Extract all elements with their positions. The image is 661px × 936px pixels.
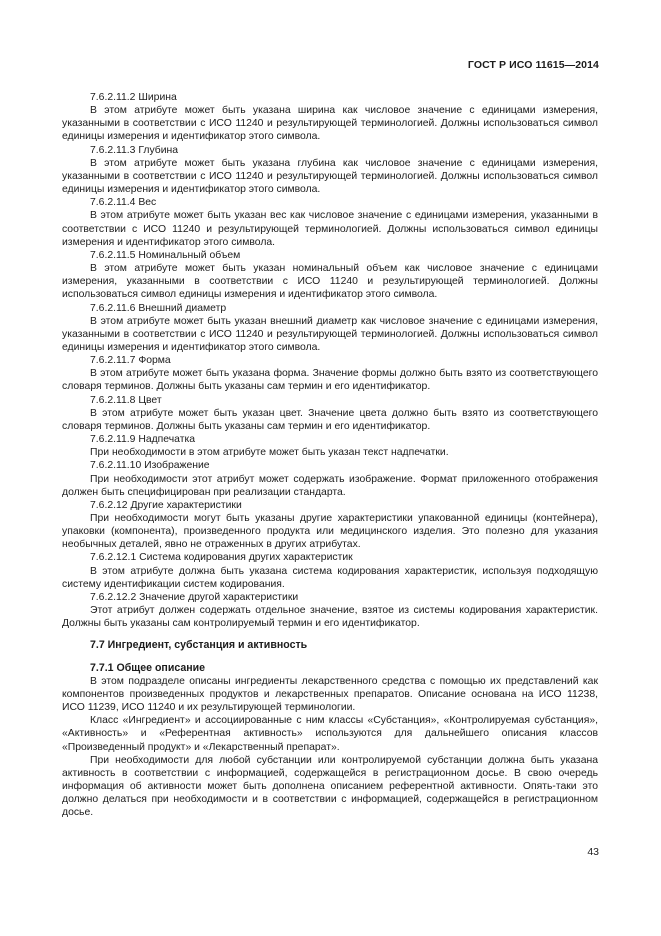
subsection-heading-7-7-1: 7.7.1 Общее описание xyxy=(90,661,206,674)
section-heading-7-7: 7.7 Ингредиент, субстанция и активность xyxy=(90,639,308,652)
clause-heading: 7.6.2.11.6 Внешний диаметр xyxy=(90,302,227,314)
clause-text: Этот атрибут должен содержать отдельное значение, взятое из системы кодирования характеристик. Должны быть указаны сам контролируемый термин и его идентификатор. xyxy=(62,605,598,630)
clause-heading: 7.6.2.11.5 Номинальный объем xyxy=(90,249,241,261)
clause-text: В этом атрибуте может быть указан цвет. Значение цвета должно быть взято из соответствующего словаря терминов. Должны быть указаны сам термин и его идентификатор. xyxy=(62,407,598,432)
clause-text: В этом атрибуте может быть указан вес как числовое значение с единицами измерения, указанными в соответствии с ИСО 11240 и результирующей терминологией. Должны использоваться символ единицы измерения и идентификатор этого символа. xyxy=(62,210,598,248)
clause-text: В этом атрибуте должна быть указана система кодирования характеристик, используя подходящую систему идентификации систем кодирования. xyxy=(62,565,598,590)
clause-text: При необходимости этот атрибут может содержать изображение. Формат приложенного отображения должен быть специфицирован при реализации стандарта. xyxy=(62,473,598,498)
document-header: ГОСТ Р ИСО 11615—2014 xyxy=(467,59,599,71)
clause-heading: 7.6.2.12.2 Значение другой характеристики xyxy=(90,591,299,603)
clause-heading: 7.6.2.12 Другие характеристики xyxy=(90,499,242,511)
paragraph: При необходимости для любой субстанции или контролируемой субстанции должна быть указана активность в соответствии с информацией, содержащейся в регистрационном досье. В свою очередь информация об активности может быть дополнена описанием референтной активности. Опять-таки это должно делаться при необходимости и в соответствии с информацией, содержащейся в регистрационном досье. xyxy=(62,754,598,819)
clause-text: В этом атрибуте может быть указан номинальный объем как числовое значение с единицами измерения, указанными в соответствии с ИСО 11240 и результирующей терминологией. Должны использоваться символ единицы измерения и идентификатор этого символа. xyxy=(62,263,598,301)
clause-heading: 7.6.2.11.10 Изображение xyxy=(90,460,210,472)
clause-text: В этом атрибуте может быть указана глубина как числовое значение с единицами измерения, указанными в соответствии с ИСО 11240 и результирующей терминологией. Должны использоваться символ единицы измерения и идентификатор этого символа. xyxy=(62,157,598,196)
clause-text: В этом атрибуте может быть указана форма. Значение формы должно быть взято из соответствующего словаря терминов. Должны быть указаны сам термин и его идентификатор. xyxy=(62,368,598,393)
clause-text: В этом атрибуте может быть указана ширина как числовое значение с единицами измерения, указанными в соответствии с ИСО 11240 и результирующей терминологией. Должны использоваться символ единицы измерения и идентификатор этого символа. xyxy=(62,105,598,143)
clause-text: При необходимости могут быть указаны другие характеристики упакованной единицы (контейнера), упаковки (компонента), произведенного продукта или медицинского изделия. Это полезно для указания необычных деталей, явно не отраженных в других атрибутах. xyxy=(62,513,598,551)
paragraph: В этом подразделе описаны ингредиенты лекарственного средства с помощью их представлений как компонентов произведенных продуктов и лекарственных препаратов. Описание основана на ИСО 11238, ИСО 11239, ИСО 11240 и их результирующей терминологии. xyxy=(62,675,598,714)
sections-list xyxy=(62,91,598,630)
paragraph: Класс «Ингредиент» и ассоциированные с ним классы «Субстанция», «Контролируемая субстанция», «Активность» и «Референтная активность» используются для дальнейшего описания классов «Произведенный продукт» и «Лекарственный препарат». xyxy=(62,715,598,753)
clause-text: При необходимости в этом атрибуте может быть указан текст надпечатки. xyxy=(90,447,449,459)
page-number: 43 xyxy=(587,846,599,858)
clause-heading: 7.6.2.11.7 Форма xyxy=(90,355,171,367)
clause-heading: 7.6.2.11.4 Вес xyxy=(90,197,157,209)
clause-heading: 7.6.2.11.2 Ширина xyxy=(90,92,177,103)
clause-heading: 7.6.2.11.9 Надпечатка xyxy=(90,434,196,446)
clause-heading: 7.6.2.12.1 Система кодирования других характеристик xyxy=(90,552,353,564)
clause-text: В этом атрибуте может быть указан внешний диаметр как числовое значение с единицами измерения, указанными в соответствии с ИСО 11240 и результирующей терминологией. Должны использоваться символ единицы измерения и идентификатор этого символа. xyxy=(62,315,598,353)
clause-heading: 7.6.2.11.3 Глубина xyxy=(90,144,179,156)
clause-heading: 7.6.2.11.8 Цвет xyxy=(90,394,162,406)
document-body xyxy=(62,91,598,819)
